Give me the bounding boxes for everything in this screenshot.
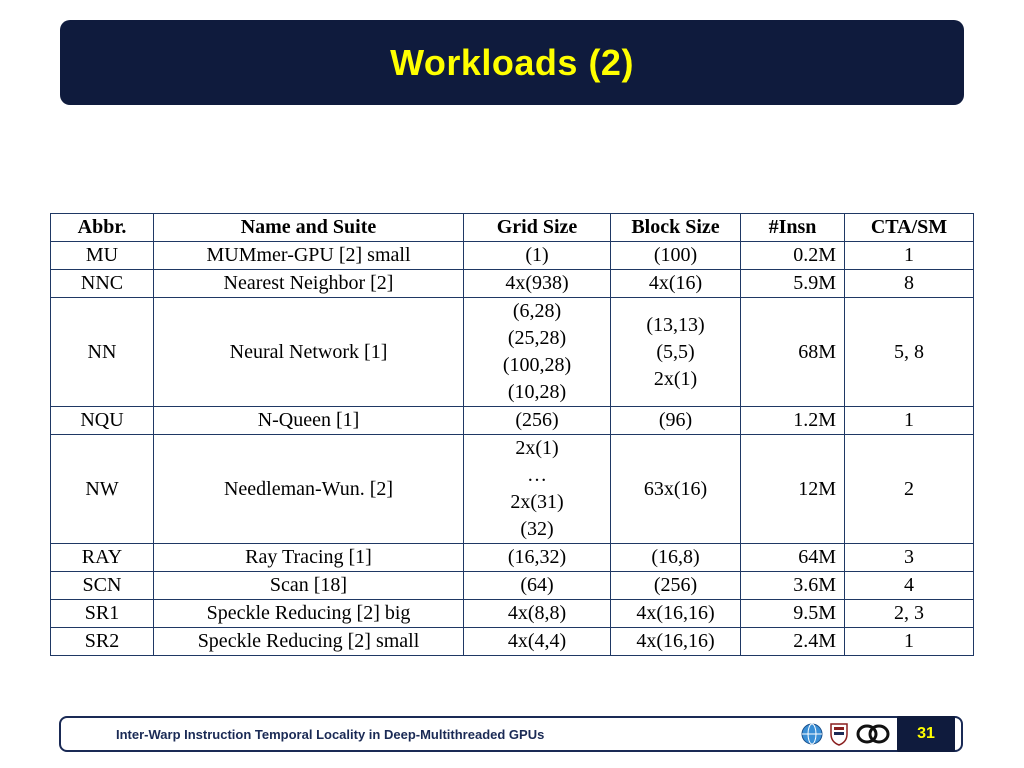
table-row (51, 435, 974, 544)
header-insn: #Insn (741, 214, 845, 242)
header-abbr: Abbr. (51, 214, 154, 242)
cell-block (611, 407, 741, 435)
cell-insn: 5.9M (741, 270, 845, 298)
cell-block (611, 600, 741, 628)
cell-block (611, 572, 741, 600)
cell-name: Neural Network [1] (154, 298, 464, 407)
cell-grid-line: (25,28) (507, 327, 567, 349)
header-block: Block Size (611, 214, 741, 242)
table-row (51, 600, 974, 628)
cell-abbr: NNC (51, 270, 154, 298)
table-row (51, 270, 974, 298)
cell-block-line: (100) (653, 244, 698, 266)
cell-cta: 8 (845, 270, 974, 298)
slide-title: Workloads (2) (390, 41, 634, 83)
cell-name: Speckle Reducing [2] small (154, 628, 464, 656)
cell-block-line: 2x(1) (653, 367, 698, 390)
cell-insn: 9.5M (741, 600, 845, 628)
cell-grid-line: (1) (525, 244, 549, 266)
cell-grid (464, 435, 611, 544)
cell-block-line: 63x(16) (643, 477, 708, 500)
cell-grid-line: (64) (520, 574, 554, 596)
cell-abbr: NW (51, 435, 154, 544)
cell-abbr: NN (51, 298, 154, 407)
cell-grid (464, 572, 611, 600)
cell-grid-line: 4x(8,8) (507, 602, 567, 624)
cell-abbr: SCN (51, 572, 154, 600)
cell-block-line: (96) (658, 409, 693, 431)
cell-abbr: NQU (51, 407, 154, 435)
cell-grid (464, 600, 611, 628)
cell-abbr: SR1 (51, 600, 154, 628)
cell-insn: 2.4M (741, 628, 845, 656)
page-number: 31 (897, 716, 955, 752)
cell-name: N-Queen [1] (154, 407, 464, 435)
cell-block (611, 298, 741, 407)
cell-cta: 3 (845, 544, 974, 572)
cell-grid-line: (100,28) (502, 354, 572, 376)
cell-cta: 2 (845, 435, 974, 544)
table-row (51, 242, 974, 270)
workloads-table (50, 213, 974, 656)
header-grid: Grid Size (464, 214, 611, 242)
cell-insn: 0.2M (741, 242, 845, 270)
cell-block-line: (5,5) (656, 340, 695, 363)
header-cta: CTA/SM (845, 214, 974, 242)
cell-name: Nearest Neighbor [2] (154, 270, 464, 298)
table-header-row (51, 214, 974, 242)
cell-block (611, 628, 741, 656)
cell-cta: 4 (845, 572, 974, 600)
cell-block-line: 4x(16) (648, 272, 703, 294)
footer-text: Inter-Warp Instruction Temporal Locality in Deep-Multithreaded GPUs (116, 727, 545, 742)
cell-name: Speckle Reducing [2] big (154, 600, 464, 628)
title-bar (60, 20, 964, 105)
cell-grid-line: (6,28) (512, 300, 562, 322)
cell-cta: 5, 8 (845, 298, 974, 407)
footer (59, 716, 963, 752)
table-row (51, 407, 974, 435)
table-row (51, 298, 974, 407)
chain-link-logo (855, 723, 891, 745)
globe-seal-logo (801, 723, 823, 745)
table-row (51, 544, 974, 572)
cell-insn: 12M (741, 435, 845, 544)
cell-block (611, 544, 741, 572)
cell-block (611, 270, 741, 298)
cell-grid-line: 2x(1) (515, 437, 559, 459)
cell-grid (464, 242, 611, 270)
table-row (51, 572, 974, 600)
cell-grid-line: 2x(31) (510, 491, 564, 513)
cell-insn: 64M (741, 544, 845, 572)
cell-name: Needleman-Wun. [2] (154, 435, 464, 544)
shield-crest-logo (829, 722, 849, 746)
cell-grid (464, 298, 611, 407)
cell-abbr: RAY (51, 544, 154, 572)
footer-logos (801, 722, 891, 746)
cell-name: Scan [18] (154, 572, 464, 600)
cell-grid-line: … (527, 464, 547, 486)
cell-cta: 1 (845, 628, 974, 656)
cell-block (611, 435, 741, 544)
cell-cta: 1 (845, 407, 974, 435)
cell-grid-line: 4x(4,4) (507, 630, 567, 652)
cell-grid (464, 270, 611, 298)
cell-block (611, 242, 741, 270)
cell-block-line: (16,8) (651, 546, 700, 568)
cell-abbr: SR2 (51, 628, 154, 656)
header-name: Name and Suite (154, 214, 464, 242)
cell-cta: 2, 3 (845, 600, 974, 628)
cell-block-line: 4x(16,16) (636, 602, 715, 624)
table-row (51, 628, 974, 656)
cell-insn: 1.2M (741, 407, 845, 435)
cell-cta: 1 (845, 242, 974, 270)
cell-grid (464, 544, 611, 572)
cell-insn: 3.6M (741, 572, 845, 600)
cell-grid-line: (256) (515, 409, 559, 431)
cell-block-line: 4x(16,16) (636, 630, 715, 652)
cell-block-line: (13,13) (646, 313, 705, 336)
cell-name: Ray Tracing [1] (154, 544, 464, 572)
cell-insn: 68M (741, 298, 845, 407)
cell-grid-line: (10,28) (507, 381, 567, 403)
cell-grid-line: (32) (520, 518, 554, 540)
cell-grid-line: (16,32) (507, 546, 567, 568)
cell-name: MUMmer-GPU [2] small (154, 242, 464, 270)
cell-grid-line: 4x(938) (505, 272, 569, 294)
cell-grid (464, 407, 611, 435)
cell-abbr: MU (51, 242, 154, 270)
cell-block-line: (256) (653, 574, 698, 596)
cell-grid (464, 628, 611, 656)
